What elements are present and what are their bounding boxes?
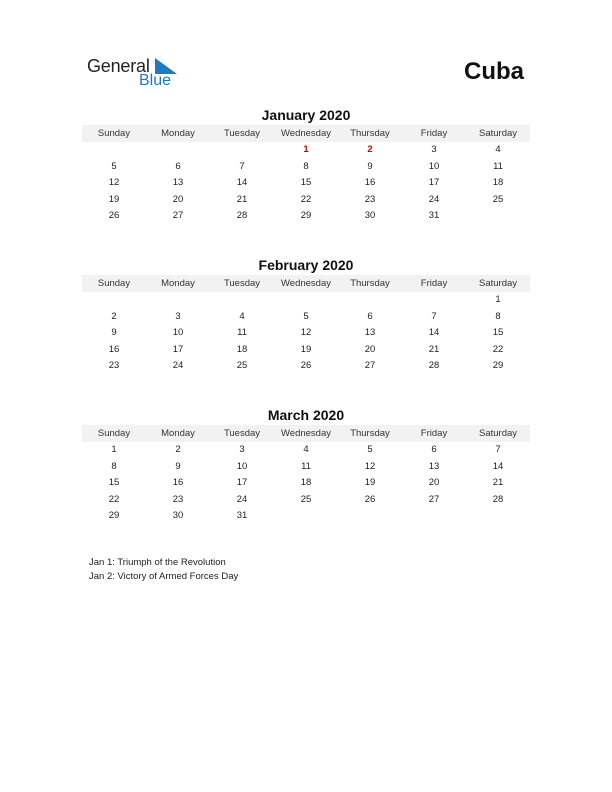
day-cell: 9	[111, 327, 117, 339]
day-cell: 9	[367, 160, 373, 172]
week-row	[82, 142, 530, 159]
day-cell: 7	[431, 310, 437, 322]
weekday-label: Sunday	[97, 278, 131, 289]
day-cell: 25	[492, 193, 504, 205]
weekday-label: Saturday	[478, 428, 518, 439]
weekday-header-row	[82, 275, 530, 292]
day-cell: 21	[236, 193, 248, 205]
day-cell: 14	[236, 177, 248, 189]
day-cell: 13	[428, 460, 440, 472]
day-cell: 16	[364, 177, 376, 189]
day-cell: 6	[431, 444, 437, 455]
week-row	[82, 508, 530, 525]
day-cell: 28	[492, 493, 504, 505]
holiday-note: Jan 2: Victory of Armed Forces Day	[89, 571, 239, 582]
day-cell: 21	[428, 343, 440, 355]
weekday-label: Tuesday	[223, 278, 261, 289]
day-cell: 26	[108, 210, 120, 222]
day-cell: 30	[172, 510, 184, 522]
week-row	[82, 492, 530, 509]
logo-text-general: General	[87, 56, 150, 76]
weeks-container	[82, 142, 530, 225]
weekday-label: Wednesday	[281, 128, 331, 139]
day-cell: 4	[239, 310, 245, 322]
weekday-label: Wednesday	[281, 428, 331, 439]
day-cell: 20	[172, 193, 184, 205]
month-calendar-january	[82, 106, 530, 225]
day-cell: 27	[428, 493, 440, 505]
month-calendar-february	[82, 256, 530, 375]
logo-text-blue: Blue	[139, 72, 172, 89]
day-cell: 13	[364, 327, 376, 339]
empty-day-cell	[82, 292, 146, 309]
weekday-label: Thursday	[350, 128, 390, 139]
day-cell: 22	[300, 193, 312, 205]
day-cell: 25	[300, 493, 312, 505]
day-cell: 22	[108, 493, 120, 505]
day-cell: 20	[428, 477, 440, 489]
weekday-label: Sunday	[97, 128, 131, 139]
day-cell: 1	[111, 444, 117, 455]
day-cell: 25	[236, 360, 248, 372]
holiday-notes	[89, 556, 238, 584]
empty-day-cell	[338, 292, 402, 309]
month-title: March 2020	[267, 407, 345, 423]
day-cell: 14	[428, 327, 440, 339]
empty-day-cell	[210, 142, 274, 159]
day-cell: 18	[492, 177, 504, 189]
week-row	[82, 475, 530, 492]
weekday-label: Tuesday	[223, 428, 261, 439]
day-cell: 17	[428, 177, 440, 189]
day-cell: 4	[303, 444, 309, 455]
day-cell: 5	[367, 444, 373, 455]
day-cell: 16	[172, 477, 184, 489]
day-cell: 7	[239, 160, 245, 172]
empty-day-cell	[274, 292, 338, 309]
empty-day-cell	[146, 292, 210, 309]
day-cell: 19	[300, 343, 312, 355]
day-cell: 15	[108, 477, 120, 489]
weekday-label: Saturday	[478, 128, 518, 139]
weekday-label: Monday	[161, 128, 195, 139]
day-cell: 23	[172, 493, 184, 505]
day-cell: 2	[111, 310, 117, 322]
empty-day-cell	[274, 508, 338, 525]
day-cell: 3	[239, 444, 245, 455]
day-cell: 10	[172, 327, 184, 339]
day-cell: 15	[492, 327, 504, 339]
empty-day-cell	[402, 508, 466, 525]
day-cell: 23	[108, 360, 120, 372]
day-cell: 10	[236, 460, 248, 472]
day-cell: 12	[364, 460, 376, 472]
week-row	[82, 292, 530, 309]
day-cell: 30	[364, 210, 376, 222]
day-cell: 19	[364, 477, 376, 489]
day-cell: 26	[364, 493, 376, 505]
weekday-header-row	[82, 425, 530, 442]
weekday-label: Monday	[161, 428, 195, 439]
day-cell: 24	[428, 193, 440, 205]
day-cell: 15	[300, 177, 312, 189]
weekday-label: Friday	[420, 128, 448, 139]
week-row	[82, 192, 530, 209]
day-cell: 10	[428, 160, 440, 172]
weekday-label: Sunday	[97, 428, 131, 439]
weekday-header-row	[82, 125, 530, 142]
day-cell: 4	[495, 144, 501, 155]
week-row	[82, 325, 530, 342]
day-cell: 12	[108, 177, 120, 189]
weekday-label: Thursday	[350, 428, 390, 439]
day-cell: 8	[303, 160, 309, 172]
weeks-container	[82, 292, 530, 375]
week-row	[82, 442, 530, 459]
day-cell: 21	[492, 477, 504, 489]
empty-day-cell	[466, 208, 530, 225]
week-row	[82, 175, 530, 192]
day-cell: 1	[303, 144, 309, 155]
empty-day-cell	[338, 508, 402, 525]
weekday-label: Wednesday	[281, 278, 331, 289]
day-cell: 5	[111, 160, 117, 172]
day-cell: 26	[300, 360, 312, 372]
day-cell: 5	[303, 310, 309, 322]
day-cell: 6	[175, 160, 181, 172]
day-cell: 3	[175, 310, 181, 322]
day-cell: 17	[172, 343, 184, 355]
holiday-note: Jan 1: Triumph of the Revolution	[89, 557, 226, 568]
month-title: January 2020	[261, 107, 351, 123]
weekday-label: Friday	[420, 278, 448, 289]
day-cell: 17	[236, 477, 248, 489]
day-cell: 6	[367, 310, 373, 322]
month-calendar-march	[82, 406, 530, 525]
month-title: February 2020	[258, 257, 354, 273]
day-cell: 23	[364, 193, 376, 205]
weekday-label: Saturday	[478, 278, 518, 289]
day-cell: 18	[300, 477, 312, 489]
day-cell: 13	[172, 177, 184, 189]
week-row	[82, 309, 530, 326]
week-row	[82, 342, 530, 359]
week-row	[82, 459, 530, 476]
day-cell: 9	[175, 460, 181, 472]
weekday-label: Thursday	[350, 278, 390, 289]
day-cell: 28	[236, 210, 248, 222]
day-cell: 11	[301, 460, 311, 472]
day-cell: 2	[175, 444, 181, 455]
empty-day-cell	[402, 292, 466, 309]
day-cell: 20	[364, 343, 376, 355]
empty-day-cell	[82, 142, 146, 159]
country-title: Cuba	[464, 58, 524, 85]
week-row	[82, 358, 530, 375]
day-cell: 3	[431, 144, 437, 155]
day-cell: 28	[428, 360, 440, 372]
day-cell: 27	[364, 360, 376, 372]
day-cell: 31	[236, 510, 248, 522]
day-cell: 8	[495, 310, 501, 322]
empty-day-cell	[466, 508, 530, 525]
day-cell: 29	[492, 360, 504, 372]
generalblue-logo	[87, 56, 187, 92]
weekday-label: Friday	[420, 428, 448, 439]
day-cell: 11	[493, 160, 503, 172]
day-cell: 8	[111, 460, 117, 472]
day-cell: 1	[495, 294, 501, 305]
day-cell: 19	[108, 193, 120, 205]
day-cell: 29	[108, 510, 120, 522]
day-cell: 11	[237, 327, 247, 339]
day-cell: 16	[108, 343, 120, 355]
weeks-container	[82, 442, 530, 525]
empty-day-cell	[146, 142, 210, 159]
day-cell: 14	[492, 460, 504, 472]
day-cell: 24	[236, 493, 248, 505]
day-cell: 31	[428, 210, 440, 222]
day-cell: 18	[236, 343, 248, 355]
empty-day-cell	[210, 292, 274, 309]
day-cell: 22	[492, 343, 504, 355]
weekday-label: Tuesday	[223, 128, 261, 139]
day-cell: 2	[367, 144, 373, 155]
week-row	[82, 159, 530, 176]
week-row	[82, 208, 530, 225]
day-cell: 12	[300, 327, 312, 339]
day-cell: 7	[495, 444, 501, 455]
day-cell: 24	[172, 360, 184, 372]
weekday-label: Monday	[161, 278, 195, 289]
day-cell: 29	[300, 210, 312, 222]
day-cell: 27	[172, 210, 184, 222]
